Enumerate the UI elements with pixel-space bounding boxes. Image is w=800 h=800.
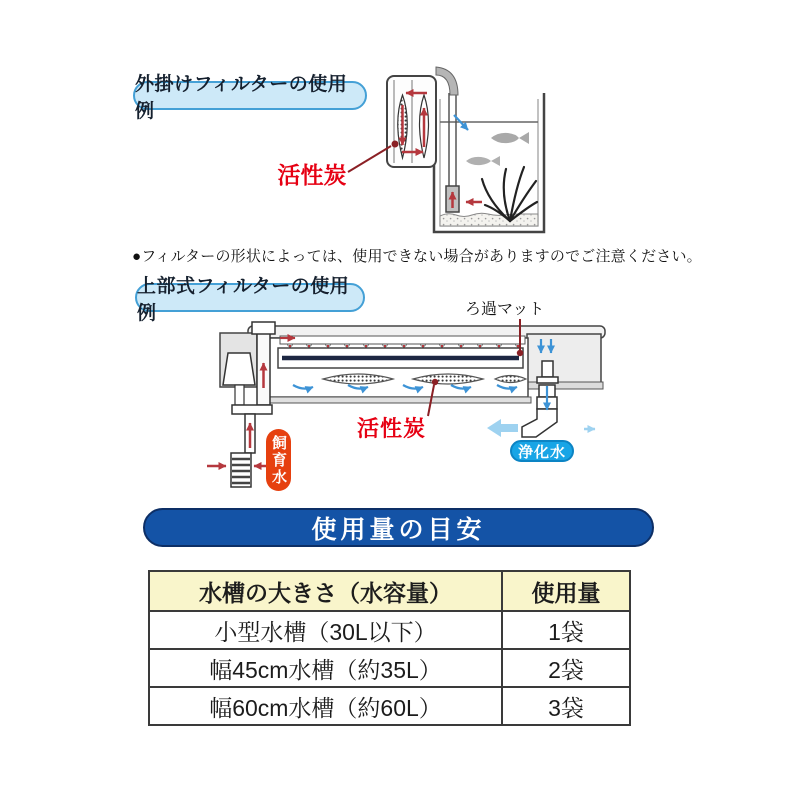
table-header-row: [149, 571, 630, 611]
mat-label: ろ過マット: [465, 301, 545, 318]
col-header-tank-size: 水槽の大きさ（水容量）: [149, 571, 502, 611]
carbon-label-top: 活性炭: [357, 416, 427, 441]
top-filter-diagram: [185, 295, 625, 510]
col-header-amount: 使用量: [502, 571, 630, 611]
raw-water-badge: 飼育水: [266, 429, 291, 491]
caution-note: ●フィルターの形状によっては、使用できない場合がありますのでご注意ください。: [132, 248, 702, 265]
hangon-filter-box: [387, 76, 436, 167]
usage-table: [148, 570, 631, 726]
amount-cell: 3袋: [502, 687, 630, 725]
leader-dot: [392, 141, 399, 148]
gravel-bed: [440, 213, 538, 226]
hangon-filter-diagram: [260, 55, 570, 245]
leader-dot: [517, 350, 523, 356]
carbon-label-hangon: 活性炭: [277, 162, 347, 188]
leader-line: [348, 146, 391, 172]
filter-mat: [278, 348, 523, 368]
table-row: [149, 687, 630, 725]
tank-size-cell: 小型水槽（30L以下）: [149, 611, 502, 649]
hangon-filter-example-label: 外掛けフィルターの使用例: [133, 81, 367, 110]
amount-cell: 2袋: [502, 649, 630, 687]
leader-dot: [432, 379, 438, 385]
outflow-spout: [522, 409, 557, 437]
spray-strip: [280, 336, 525, 344]
purified-water-badge: 浄化水: [510, 440, 574, 462]
tank-size-cell: 幅45cm水槽（約35L）: [149, 649, 502, 687]
outflow-spout: [436, 67, 458, 95]
table-row: [149, 611, 630, 649]
amount-cell: 1袋: [502, 611, 630, 649]
top-filter-example-label: 上部式フィルターの使用例: [135, 283, 365, 312]
usage-banner: 使用量の目安: [143, 508, 654, 547]
tank-size-cell: 幅60cm水槽（約60L）: [149, 687, 502, 725]
table-row: [149, 649, 630, 687]
outflow-direction-arrow: [487, 419, 518, 437]
